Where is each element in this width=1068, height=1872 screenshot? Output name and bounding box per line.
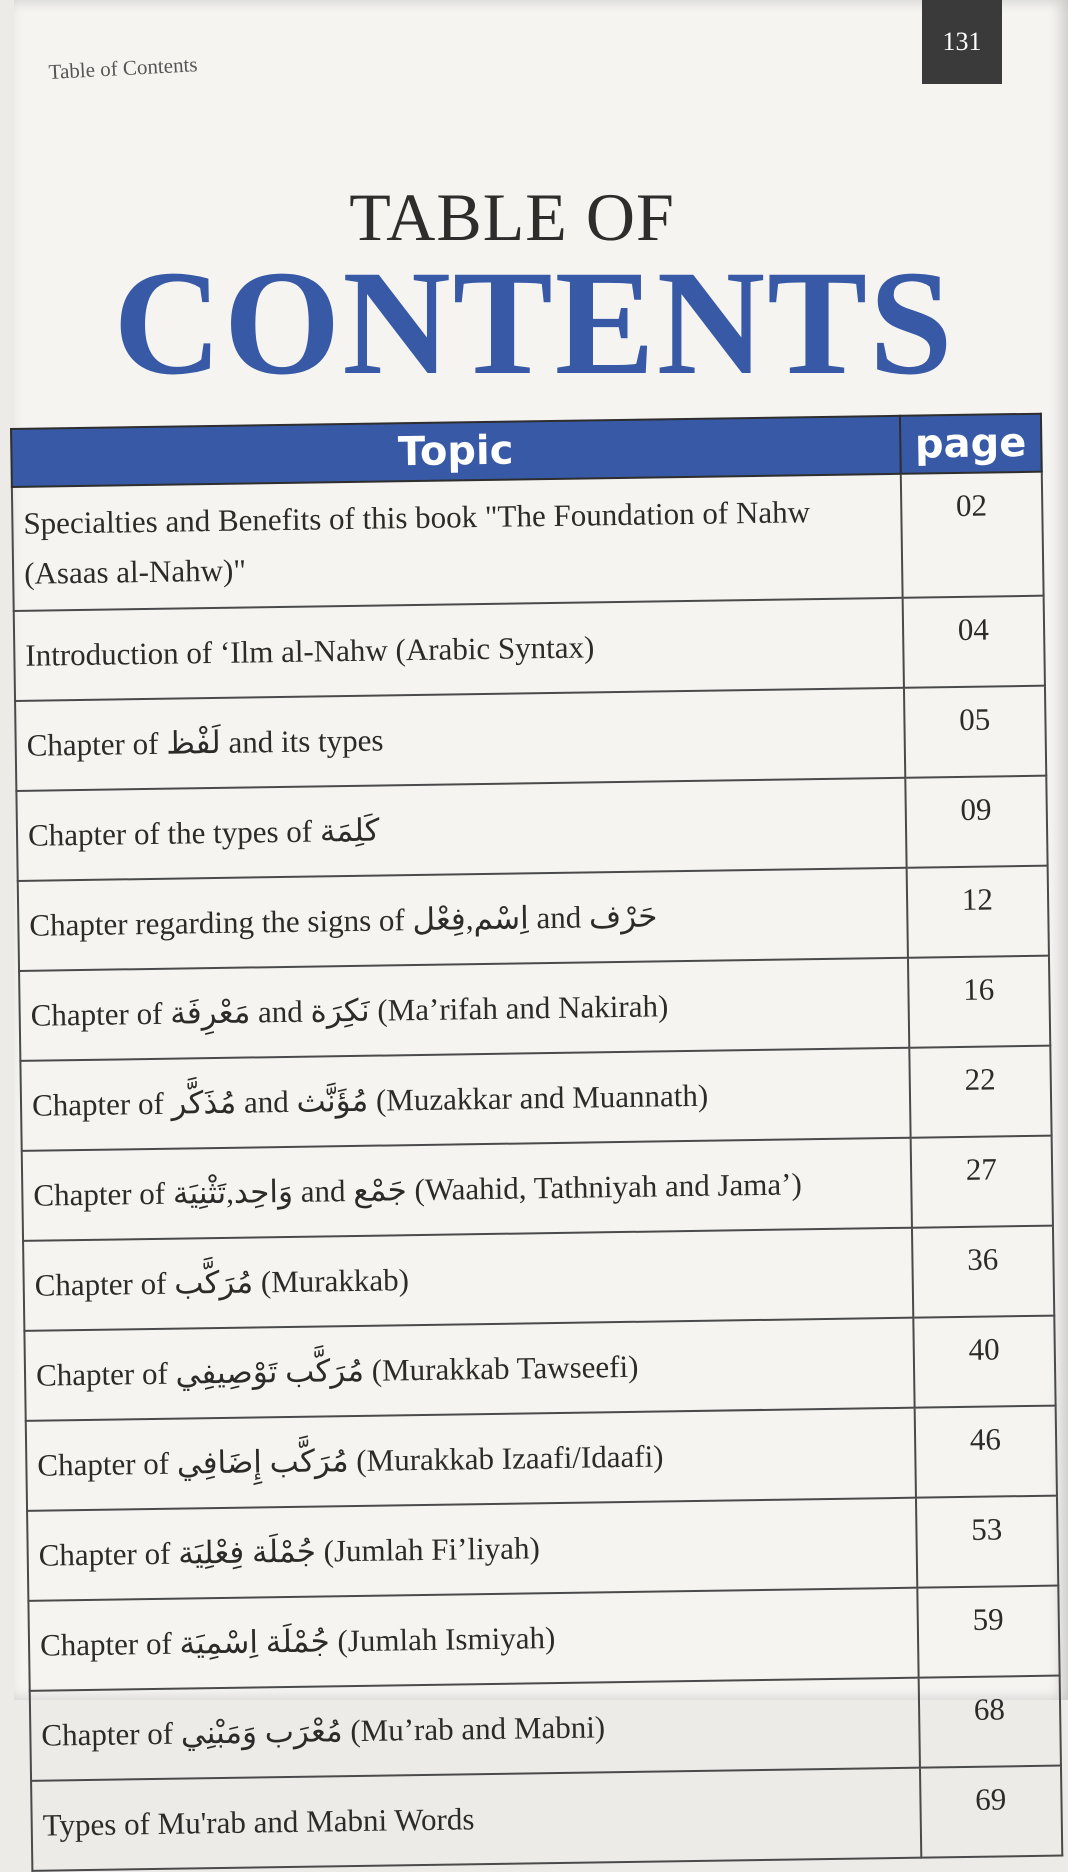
toc-topic: Chapter of مُذَكَّر and مُؤَنَّث (Muzakkar and Muannath)	[20, 1048, 910, 1151]
toc-topic: Chapter of لَفْظ and its types	[15, 688, 905, 791]
toc-row	[31, 1766, 1062, 1871]
toc-topic: Chapter of وَاحِد,تَثْنِيَة and جَمْع (Waahid, Tathniyah and Jama’)	[22, 1138, 912, 1241]
title-line-2: CONTENTS	[113, 240, 955, 406]
toc-page: 04	[902, 596, 1045, 688]
page-number: 131	[922, 0, 1002, 84]
title-line-1: TABLE OF	[349, 179, 675, 255]
toc-row	[18, 866, 1049, 971]
toc-topic: Chapter of مَعْرِفَة and نَكِرَة (Ma’rifah and Nakirah)	[19, 958, 909, 1061]
toc-row	[19, 956, 1050, 1061]
toc-topic: Chapter regarding the signs of اِسْم,فِعْل and حَرْف	[18, 868, 908, 971]
toc-topic: Chapter of مُرَكَّب (Murakkab)	[23, 1228, 913, 1331]
toc-topic: Types of Mu'rab and Mabni Words	[31, 1768, 921, 1871]
toc-row	[22, 1136, 1053, 1241]
toc-page: 02	[900, 472, 1043, 598]
toc-page: 12	[906, 866, 1049, 958]
toc-topic: Chapter of مُرَكَّب إِضَافِي (Murakkab Izaafi/Idaafi)	[26, 1408, 916, 1511]
toc-topic: Chapter of مُرَكَّب تَوْصِيفِي (Murakkab Tawseefi)	[24, 1318, 914, 1421]
toc-row	[15, 686, 1046, 791]
toc-page: 68	[918, 1676, 1061, 1768]
toc-page: 53	[915, 1496, 1058, 1588]
toc-row	[20, 1046, 1051, 1151]
toc-row	[14, 596, 1045, 701]
toc-row	[23, 1226, 1054, 1331]
toc-topic: Chapter of the types of كَلِمَة	[16, 778, 906, 881]
toc-page: 22	[909, 1046, 1052, 1138]
page-header: page	[899, 414, 1041, 474]
toc-page: 05	[903, 686, 1046, 778]
toc-row	[24, 1316, 1055, 1421]
running-head: Table of Contents	[48, 52, 199, 84]
toc-page: 40	[913, 1316, 1056, 1408]
toc-row	[16, 776, 1047, 881]
topic-header: Topic	[11, 416, 900, 487]
toc-page: 69	[920, 1766, 1063, 1858]
toc-row	[30, 1676, 1061, 1781]
toc-page: 36	[911, 1226, 1054, 1318]
toc-row	[27, 1496, 1058, 1601]
toc-topic: Specialties and Benefits of this book "The Foundation of Nahw (Asaas al-Nahw)"	[12, 474, 902, 611]
toc-row	[28, 1586, 1059, 1691]
toc-topic: Chapter of جُمْلَة فِعْلِيَة (Jumlah Fi’liyah)	[27, 1498, 917, 1601]
toc-topic: Chapter of جُمْلَة اِسْمِيَة (Jumlah Ismiyah)	[28, 1588, 918, 1691]
toc-topic: Introduction of ‘Ilm al-Nahw (Arabic Syntax)	[14, 598, 904, 701]
toc-page: 59	[917, 1586, 1060, 1678]
toc-page: 46	[914, 1406, 1057, 1498]
toc-table	[10, 413, 1063, 1872]
toc-row	[12, 472, 1044, 611]
toc-page: 27	[910, 1136, 1053, 1228]
toc-topic: Chapter of مُعْرَب وَمَبْنِي (Mu’rab and Mabni)	[30, 1678, 920, 1781]
toc-page: 16	[907, 956, 1050, 1048]
toc-page: 09	[905, 776, 1048, 868]
toc-row	[26, 1406, 1057, 1511]
